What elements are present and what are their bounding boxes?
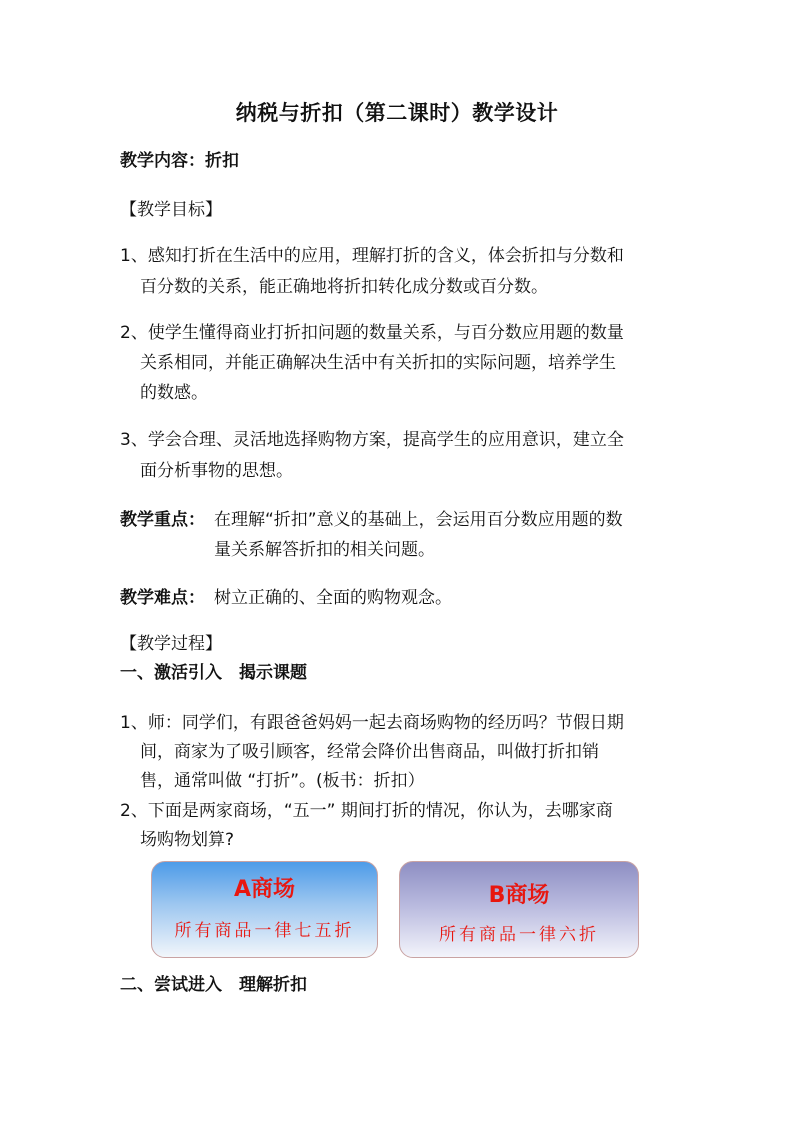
difficulty-label: 教学难点： (120, 588, 205, 608)
goal-2-line-1: 2、使学生懂得商业打折扣问题的数量关系，与百分数应用题的数量 (120, 323, 624, 343)
step-2-line-1: 2、下面是两家商场，“五一” 期间打折的情况，你认为，去哪家商 (120, 801, 613, 821)
mall-b-card (399, 861, 639, 958)
key-point-line-1: 在理解“折扣”意义的基础上，会运用百分数应用题的数 (214, 510, 623, 530)
goal-2-line-2: 关系相同，并能正确解决生活中有关折扣的实际问题，培养学生 (140, 353, 616, 373)
difficulty-text: 树立正确的、全面的购物观念。 (214, 588, 452, 608)
step-1-line-1: 1、师：同学们，有跟爸爸妈妈一起去商场购物的经历吗？节假日期 (120, 713, 624, 733)
goal-1-line-2: 百分数的关系，能正确地将折扣转化成分数或百分数。 (140, 277, 548, 297)
teaching-content: 教学内容：折扣 (120, 151, 239, 171)
goal-3-line-1: 3、学会合理、灵活地选择购物方案，提高学生的应用意识，建立全 (120, 430, 624, 450)
goal-3-line-2: 面分析事物的思想。 (140, 461, 293, 481)
step-1-line-2: 间，商家为了吸引顾客，经常会降价出售商品，叫做打折扣销 (140, 742, 599, 762)
document-title: 纳税与折扣（第二课时）教学设计 (235, 101, 559, 125)
goal-2-line-3: 的数感。 (140, 383, 208, 403)
key-point-line-2: 量关系解答折扣的相关问题。 (214, 540, 435, 560)
mall-a-discount: 所有商品一律七五折 (174, 921, 355, 941)
goal-1-line-1: 1、感知打折在生活中的应用，理解打折的含义，体会折扣与分数和 (120, 246, 624, 266)
goals-heading: 【教学目标】 (120, 200, 222, 220)
section-1-heading: 一、激活引入 揭示课题 (120, 663, 307, 683)
mall-a-title: A商场 (233, 877, 296, 902)
process-heading: 【教学过程】 (120, 634, 222, 654)
mall-b-title: B商场 (488, 883, 550, 908)
mall-a-card (151, 861, 378, 958)
key-point-label: 教学重点： (120, 510, 205, 530)
step-1-line-3: 售，通常叫做 “打折”。(板书：折扣） (140, 771, 425, 791)
step-2-line-2: 场购物划算? (140, 830, 235, 850)
mall-b-discount: 所有商品一律六折 (439, 925, 599, 945)
section-2-heading: 二、尝试进入 理解折扣 (120, 975, 307, 995)
